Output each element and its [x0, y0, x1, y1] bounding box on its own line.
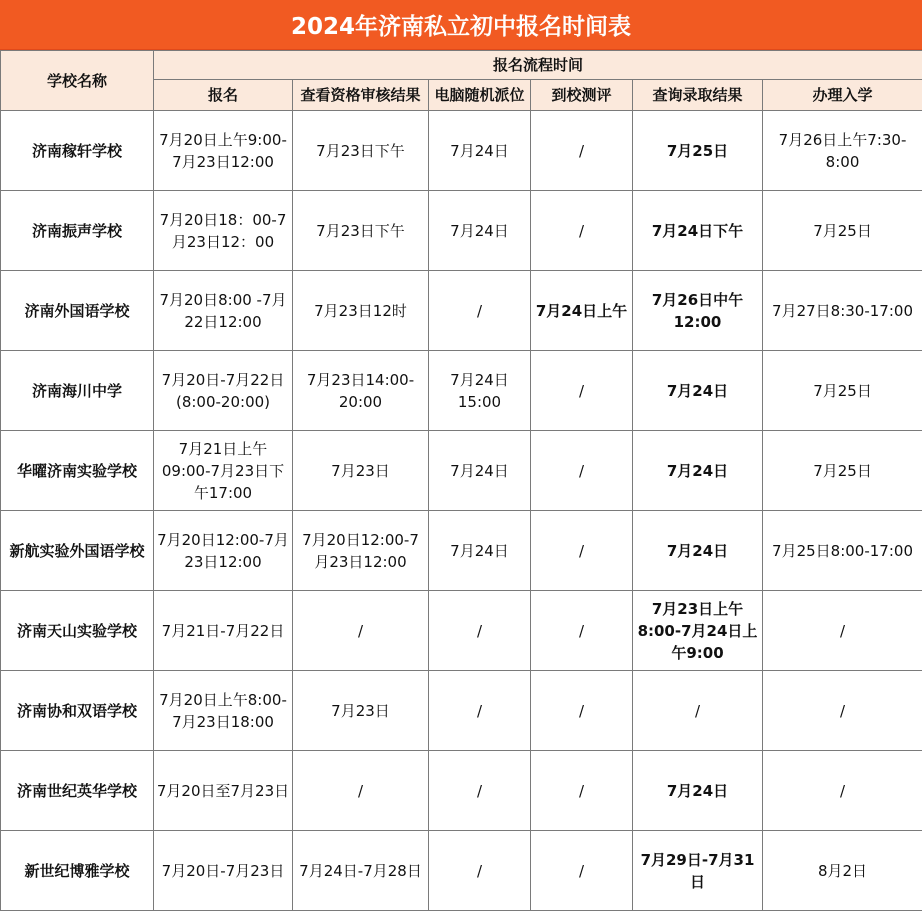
- school-name-header: 学校名称: [1, 51, 154, 111]
- computer-lottery-cell: 7月24日: [429, 431, 531, 511]
- enrollment-cell: 7月25日: [763, 351, 922, 431]
- column-header-qualification-result: 查看资格审核结果: [293, 80, 429, 111]
- qualification-result-cell: 7月23日: [293, 431, 429, 511]
- school-assessment-cell: /: [531, 351, 633, 431]
- admission-result-cell: 7月24日: [633, 431, 763, 511]
- school-name-cell: 济南海川中学: [1, 351, 154, 431]
- registration-cell: 7月20日-7月23日: [154, 831, 293, 911]
- qualification-result-cell: 7月23日12时: [293, 271, 429, 351]
- school-assessment-cell: /: [531, 831, 633, 911]
- admission-result-cell: 7月29日-7月31日: [633, 831, 763, 911]
- school-name-cell: 济南稼轩学校: [1, 111, 154, 191]
- school-assessment-cell: /: [531, 591, 633, 671]
- computer-lottery-cell: 7月24日: [429, 511, 531, 591]
- qualification-result-cell: 7月23日下午: [293, 191, 429, 271]
- table-row: [1, 751, 922, 831]
- page-title: 2024年济南私立初中报名时间表: [0, 0, 922, 51]
- computer-lottery-cell: 7月24日15:00: [429, 351, 531, 431]
- admission-result-cell: 7月24日: [633, 751, 763, 831]
- admission-result-cell: 7月24日: [633, 511, 763, 591]
- school-name-cell: 济南世纪英华学校: [1, 751, 154, 831]
- enrollment-cell: 8月2日: [763, 831, 922, 911]
- computer-lottery-cell: /: [429, 591, 531, 671]
- table-row: [1, 431, 922, 511]
- table-row: [1, 671, 922, 751]
- school-name-cell: 华曜济南实验学校: [1, 431, 154, 511]
- school-assessment-cell: /: [531, 751, 633, 831]
- school-assessment-cell: /: [531, 431, 633, 511]
- school-assessment-cell: 7月24日上午: [531, 271, 633, 351]
- registration-cell: 7月20日-7月22日(8:00-20:00): [154, 351, 293, 431]
- enrollment-cell: 7月25日: [763, 191, 922, 271]
- process-group-header: 报名流程时间: [154, 51, 922, 80]
- school-assessment-cell: /: [531, 191, 633, 271]
- registration-cell: 7月20日上午8:00-7月23日18:00: [154, 671, 293, 751]
- qualification-result-cell: /: [293, 751, 429, 831]
- table-row: [1, 831, 922, 911]
- school-assessment-cell: /: [531, 511, 633, 591]
- computer-lottery-cell: 7月24日: [429, 191, 531, 271]
- admission-result-cell: /: [633, 671, 763, 751]
- enrollment-cell: /: [763, 751, 922, 831]
- registration-cell: 7月20日至7月23日: [154, 751, 293, 831]
- school-name-cell: 新航实验外国语学校: [1, 511, 154, 591]
- computer-lottery-cell: /: [429, 751, 531, 831]
- column-header-enrollment: 办理入学: [763, 80, 922, 111]
- admission-result-cell: 7月24日: [633, 351, 763, 431]
- admission-result-cell: 7月24日下午: [633, 191, 763, 271]
- schedule-table: [0, 50, 922, 911]
- enrollment-cell: /: [763, 671, 922, 751]
- computer-lottery-cell: /: [429, 671, 531, 751]
- registration-cell: 7月20日上午9:00-7月23日12:00: [154, 111, 293, 191]
- admission-result-cell: 7月23日上午8:00-7月24日上午9:00: [633, 591, 763, 671]
- table-row: [1, 271, 922, 351]
- enrollment-cell: 7月25日: [763, 431, 922, 511]
- registration-cell: 7月20日8:00 -7月22日12:00: [154, 271, 293, 351]
- registration-cell: 7月21日上午09:00-7月23日下午17:00: [154, 431, 293, 511]
- qualification-result-cell: 7月23日14:00-20:00: [293, 351, 429, 431]
- enrollment-cell: 7月25日8:00-17:00: [763, 511, 922, 591]
- enrollment-cell: /: [763, 591, 922, 671]
- school-name-cell: 济南协和双语学校: [1, 671, 154, 751]
- computer-lottery-cell: 7月24日: [429, 111, 531, 191]
- table-row: [1, 191, 922, 271]
- school-name-cell: 新世纪博雅学校: [1, 831, 154, 911]
- admission-result-cell: 7月26日中午12:00: [633, 271, 763, 351]
- school-name-cell: 济南天山实验学校: [1, 591, 154, 671]
- admission-result-cell: 7月25日: [633, 111, 763, 191]
- school-assessment-cell: /: [531, 671, 633, 751]
- column-header-admission-result: 查询录取结果: [633, 80, 763, 111]
- enrollment-cell: 7月27日8:30-17:00: [763, 271, 922, 351]
- school-assessment-cell: /: [531, 111, 633, 191]
- computer-lottery-cell: /: [429, 271, 531, 351]
- computer-lottery-cell: /: [429, 831, 531, 911]
- qualification-result-cell: /: [293, 591, 429, 671]
- registration-cell: 7月20日18：00-7月23日12：00: [154, 191, 293, 271]
- table-row: [1, 111, 922, 191]
- registration-cell: 7月21日-7月22日: [154, 591, 293, 671]
- qualification-result-cell: 7月20日12:00-7月23日12:00: [293, 511, 429, 591]
- enrollment-cell: 7月26日上午7:30-8:00: [763, 111, 922, 191]
- table-row: [1, 511, 922, 591]
- column-header-computer-lottery: 电脑随机派位: [429, 80, 531, 111]
- qualification-result-cell: 7月23日下午: [293, 111, 429, 191]
- school-name-cell: 济南外国语学校: [1, 271, 154, 351]
- column-header-school-assessment: 到校测评: [531, 80, 633, 111]
- table-row: [1, 591, 922, 671]
- table-row: [1, 351, 922, 431]
- column-header-registration: 报名: [154, 80, 293, 111]
- qualification-result-cell: 7月23日: [293, 671, 429, 751]
- school-name-cell: 济南振声学校: [1, 191, 154, 271]
- qualification-result-cell: 7月24日-7月28日: [293, 831, 429, 911]
- registration-cell: 7月20日12:00-7月23日12:00: [154, 511, 293, 591]
